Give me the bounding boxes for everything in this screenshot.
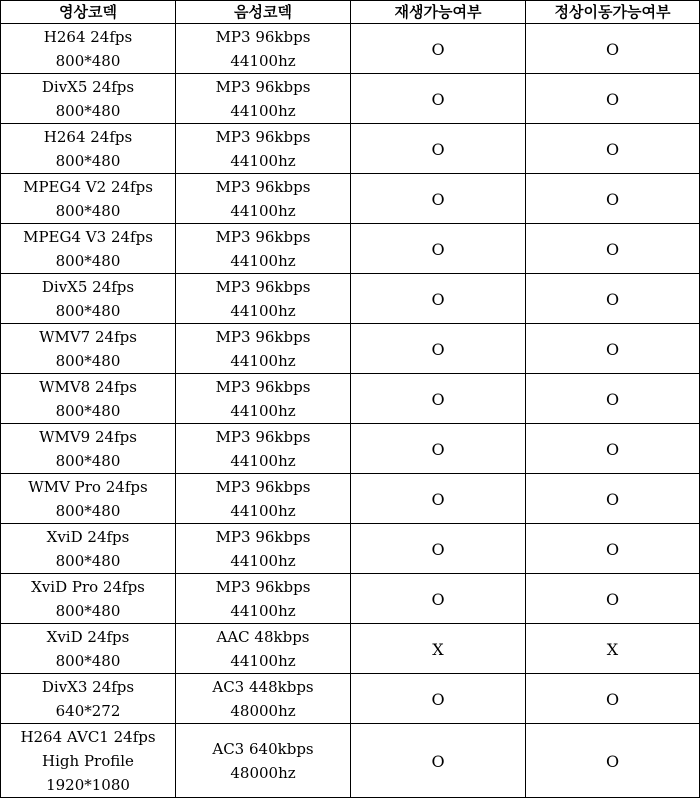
audio-codec-line: 44100hz	[230, 51, 296, 70]
table-row	[1, 274, 700, 324]
video-codec-line: WMV8 24fps	[39, 377, 137, 396]
video-codec-cell	[1, 74, 176, 124]
audio-codec-line: 44100hz	[230, 551, 296, 570]
video-codec-cell	[1, 524, 176, 574]
audio-codec-line: 48000hz	[230, 763, 296, 782]
seekable-cell: O	[526, 524, 700, 574]
audio-codec-line: AC3 448kbps	[212, 677, 314, 696]
video-codec-line: WMV7 24fps	[39, 327, 137, 346]
video-codec-line: H264 24fps	[43, 27, 133, 46]
audio-codec-line: MP3 96kbps	[215, 27, 311, 46]
seekable-cell: O	[526, 174, 700, 224]
audio-codec-line: MP3 96kbps	[215, 177, 311, 196]
audio-codec-line: 44100hz	[230, 351, 296, 370]
table-row	[1, 74, 700, 124]
seekable-cell: O	[526, 574, 700, 624]
audio-codec-line: MP3 96kbps	[215, 477, 311, 496]
audio-codec-cell	[176, 524, 351, 574]
header-row	[1, 1, 700, 24]
video-codec-cell	[1, 224, 176, 274]
video-codec-line: XviD 24fps	[46, 627, 130, 646]
video-codec-line: 800*480	[55, 451, 121, 470]
video-codec-line: 800*480	[55, 151, 121, 170]
table-body	[1, 24, 700, 798]
seekable-cell: O	[526, 724, 700, 798]
table-row	[1, 24, 700, 74]
video-codec-cell	[1, 374, 176, 424]
header-audio-codec: 음성코덱	[176, 1, 351, 24]
audio-codec-line: MP3 96kbps	[215, 577, 311, 596]
audio-codec-cell	[176, 724, 351, 798]
table-row	[1, 574, 700, 624]
playable-cell: O	[351, 74, 526, 124]
video-codec-line: DivX3 24fps	[41, 677, 135, 696]
video-codec-line: H264 AVC1 24fps	[20, 727, 156, 746]
video-codec-line: WMV Pro 24fps	[28, 477, 148, 496]
audio-codec-line: MP3 96kbps	[215, 227, 311, 246]
audio-codec-cell	[176, 674, 351, 724]
video-codec-line: WMV9 24fps	[39, 427, 137, 446]
seekable-cell: O	[526, 224, 700, 274]
video-codec-cell	[1, 324, 176, 374]
audio-codec-line: MP3 96kbps	[215, 277, 311, 296]
audio-codec-line: 44100hz	[230, 301, 296, 320]
audio-codec-cell	[176, 324, 351, 374]
table-row	[1, 224, 700, 274]
table-row	[1, 524, 700, 574]
audio-codec-cell	[176, 24, 351, 74]
table-row	[1, 324, 700, 374]
video-codec-line: MPEG4 V2 24fps	[23, 177, 153, 196]
audio-codec-line: 44100hz	[230, 251, 296, 270]
playable-cell: O	[351, 424, 526, 474]
audio-codec-line: 44100hz	[230, 501, 296, 520]
video-codec-cell	[1, 474, 176, 524]
video-codec-line: DivX5 24fps	[41, 277, 135, 296]
video-codec-line: 800*480	[55, 201, 121, 220]
audio-codec-cell	[176, 74, 351, 124]
audio-codec-line: MP3 96kbps	[215, 127, 311, 146]
seekable-cell: O	[526, 124, 700, 174]
audio-codec-cell	[176, 624, 351, 674]
video-codec-cell	[1, 424, 176, 474]
video-codec-line: 800*480	[55, 551, 121, 570]
table-row	[1, 424, 700, 474]
seekable-cell: O	[526, 474, 700, 524]
playable-cell: O	[351, 524, 526, 574]
audio-codec-line: AC3 640kbps	[212, 739, 314, 758]
seekable-cell: X	[526, 624, 700, 674]
video-codec-line: 800*480	[55, 101, 121, 120]
audio-codec-line: MP3 96kbps	[215, 377, 311, 396]
table-row	[1, 124, 700, 174]
table-row	[1, 474, 700, 524]
seekable-cell: O	[526, 324, 700, 374]
audio-codec-cell	[176, 274, 351, 324]
header-playable: 재생가능여부	[351, 1, 526, 24]
video-codec-line: 800*480	[55, 401, 121, 420]
video-codec-cell	[1, 674, 176, 724]
playable-cell: O	[351, 24, 526, 74]
video-codec-line: XviD Pro 24fps	[31, 577, 145, 596]
audio-codec-cell	[176, 174, 351, 224]
audio-codec-line: MP3 96kbps	[215, 427, 311, 446]
playable-cell: O	[351, 124, 526, 174]
audio-codec-line: 44100hz	[230, 201, 296, 220]
video-codec-line: High Profile	[42, 751, 134, 770]
playable-cell: O	[351, 274, 526, 324]
playable-cell: O	[351, 324, 526, 374]
playable-cell: O	[351, 574, 526, 624]
audio-codec-line: 44100hz	[230, 101, 296, 120]
table-row	[1, 724, 700, 798]
video-codec-line: DivX5 24fps	[41, 77, 135, 96]
audio-codec-line: 44100hz	[230, 151, 296, 170]
video-codec-line: 1920*1080	[46, 775, 130, 794]
table-row	[1, 374, 700, 424]
video-codec-line: 800*480	[55, 301, 121, 320]
video-codec-cell	[1, 174, 176, 224]
playable-cell: O	[351, 724, 526, 798]
audio-codec-line: MP3 96kbps	[215, 327, 311, 346]
playable-cell: O	[351, 374, 526, 424]
playable-cell: O	[351, 674, 526, 724]
audio-codec-cell	[176, 474, 351, 524]
table-row	[1, 174, 700, 224]
video-codec-cell	[1, 274, 176, 324]
video-codec-line: MPEG4 V3 24fps	[23, 227, 153, 246]
seekable-cell: O	[526, 74, 700, 124]
audio-codec-cell	[176, 374, 351, 424]
audio-codec-cell	[176, 224, 351, 274]
video-codec-line: 800*480	[55, 601, 121, 620]
video-codec-cell	[1, 24, 176, 74]
table-row	[1, 674, 700, 724]
video-codec-line: H264 24fps	[43, 127, 133, 146]
video-codec-line: 800*480	[55, 51, 121, 70]
video-codec-line: XviD 24fps	[46, 527, 130, 546]
video-codec-cell	[1, 124, 176, 174]
playable-cell: O	[351, 474, 526, 524]
audio-codec-line: 44100hz	[230, 401, 296, 420]
video-codec-cell	[1, 574, 176, 624]
video-codec-line: 800*480	[55, 351, 121, 370]
audio-codec-cell	[176, 124, 351, 174]
video-codec-line: 640*272	[55, 701, 121, 720]
audio-codec-line: 44100hz	[230, 601, 296, 620]
audio-codec-line: 44100hz	[230, 651, 296, 670]
video-codec-line: 800*480	[55, 651, 121, 670]
audio-codec-cell	[176, 424, 351, 474]
seekable-cell: O	[526, 274, 700, 324]
playable-cell: X	[351, 624, 526, 674]
video-codec-line: 800*480	[55, 251, 121, 270]
audio-codec-line: MP3 96kbps	[215, 527, 311, 546]
audio-codec-line: 44100hz	[230, 451, 296, 470]
seekable-cell: O	[526, 24, 700, 74]
seekable-cell: O	[526, 374, 700, 424]
header-seekable: 정상이동가능여부	[526, 1, 700, 24]
video-codec-cell	[1, 624, 176, 674]
audio-codec-line: AAC 48kbps	[216, 627, 310, 646]
playable-cell: O	[351, 174, 526, 224]
seekable-cell: O	[526, 424, 700, 474]
audio-codec-line: MP3 96kbps	[215, 77, 311, 96]
video-codec-cell	[1, 724, 176, 798]
table-row	[1, 624, 700, 674]
video-codec-line: 800*480	[55, 501, 121, 520]
audio-codec-cell	[176, 574, 351, 624]
audio-codec-line: 48000hz	[230, 701, 296, 720]
playable-cell: O	[351, 224, 526, 274]
seekable-cell: O	[526, 674, 700, 724]
header-video-codec: 영상코덱	[1, 1, 176, 24]
